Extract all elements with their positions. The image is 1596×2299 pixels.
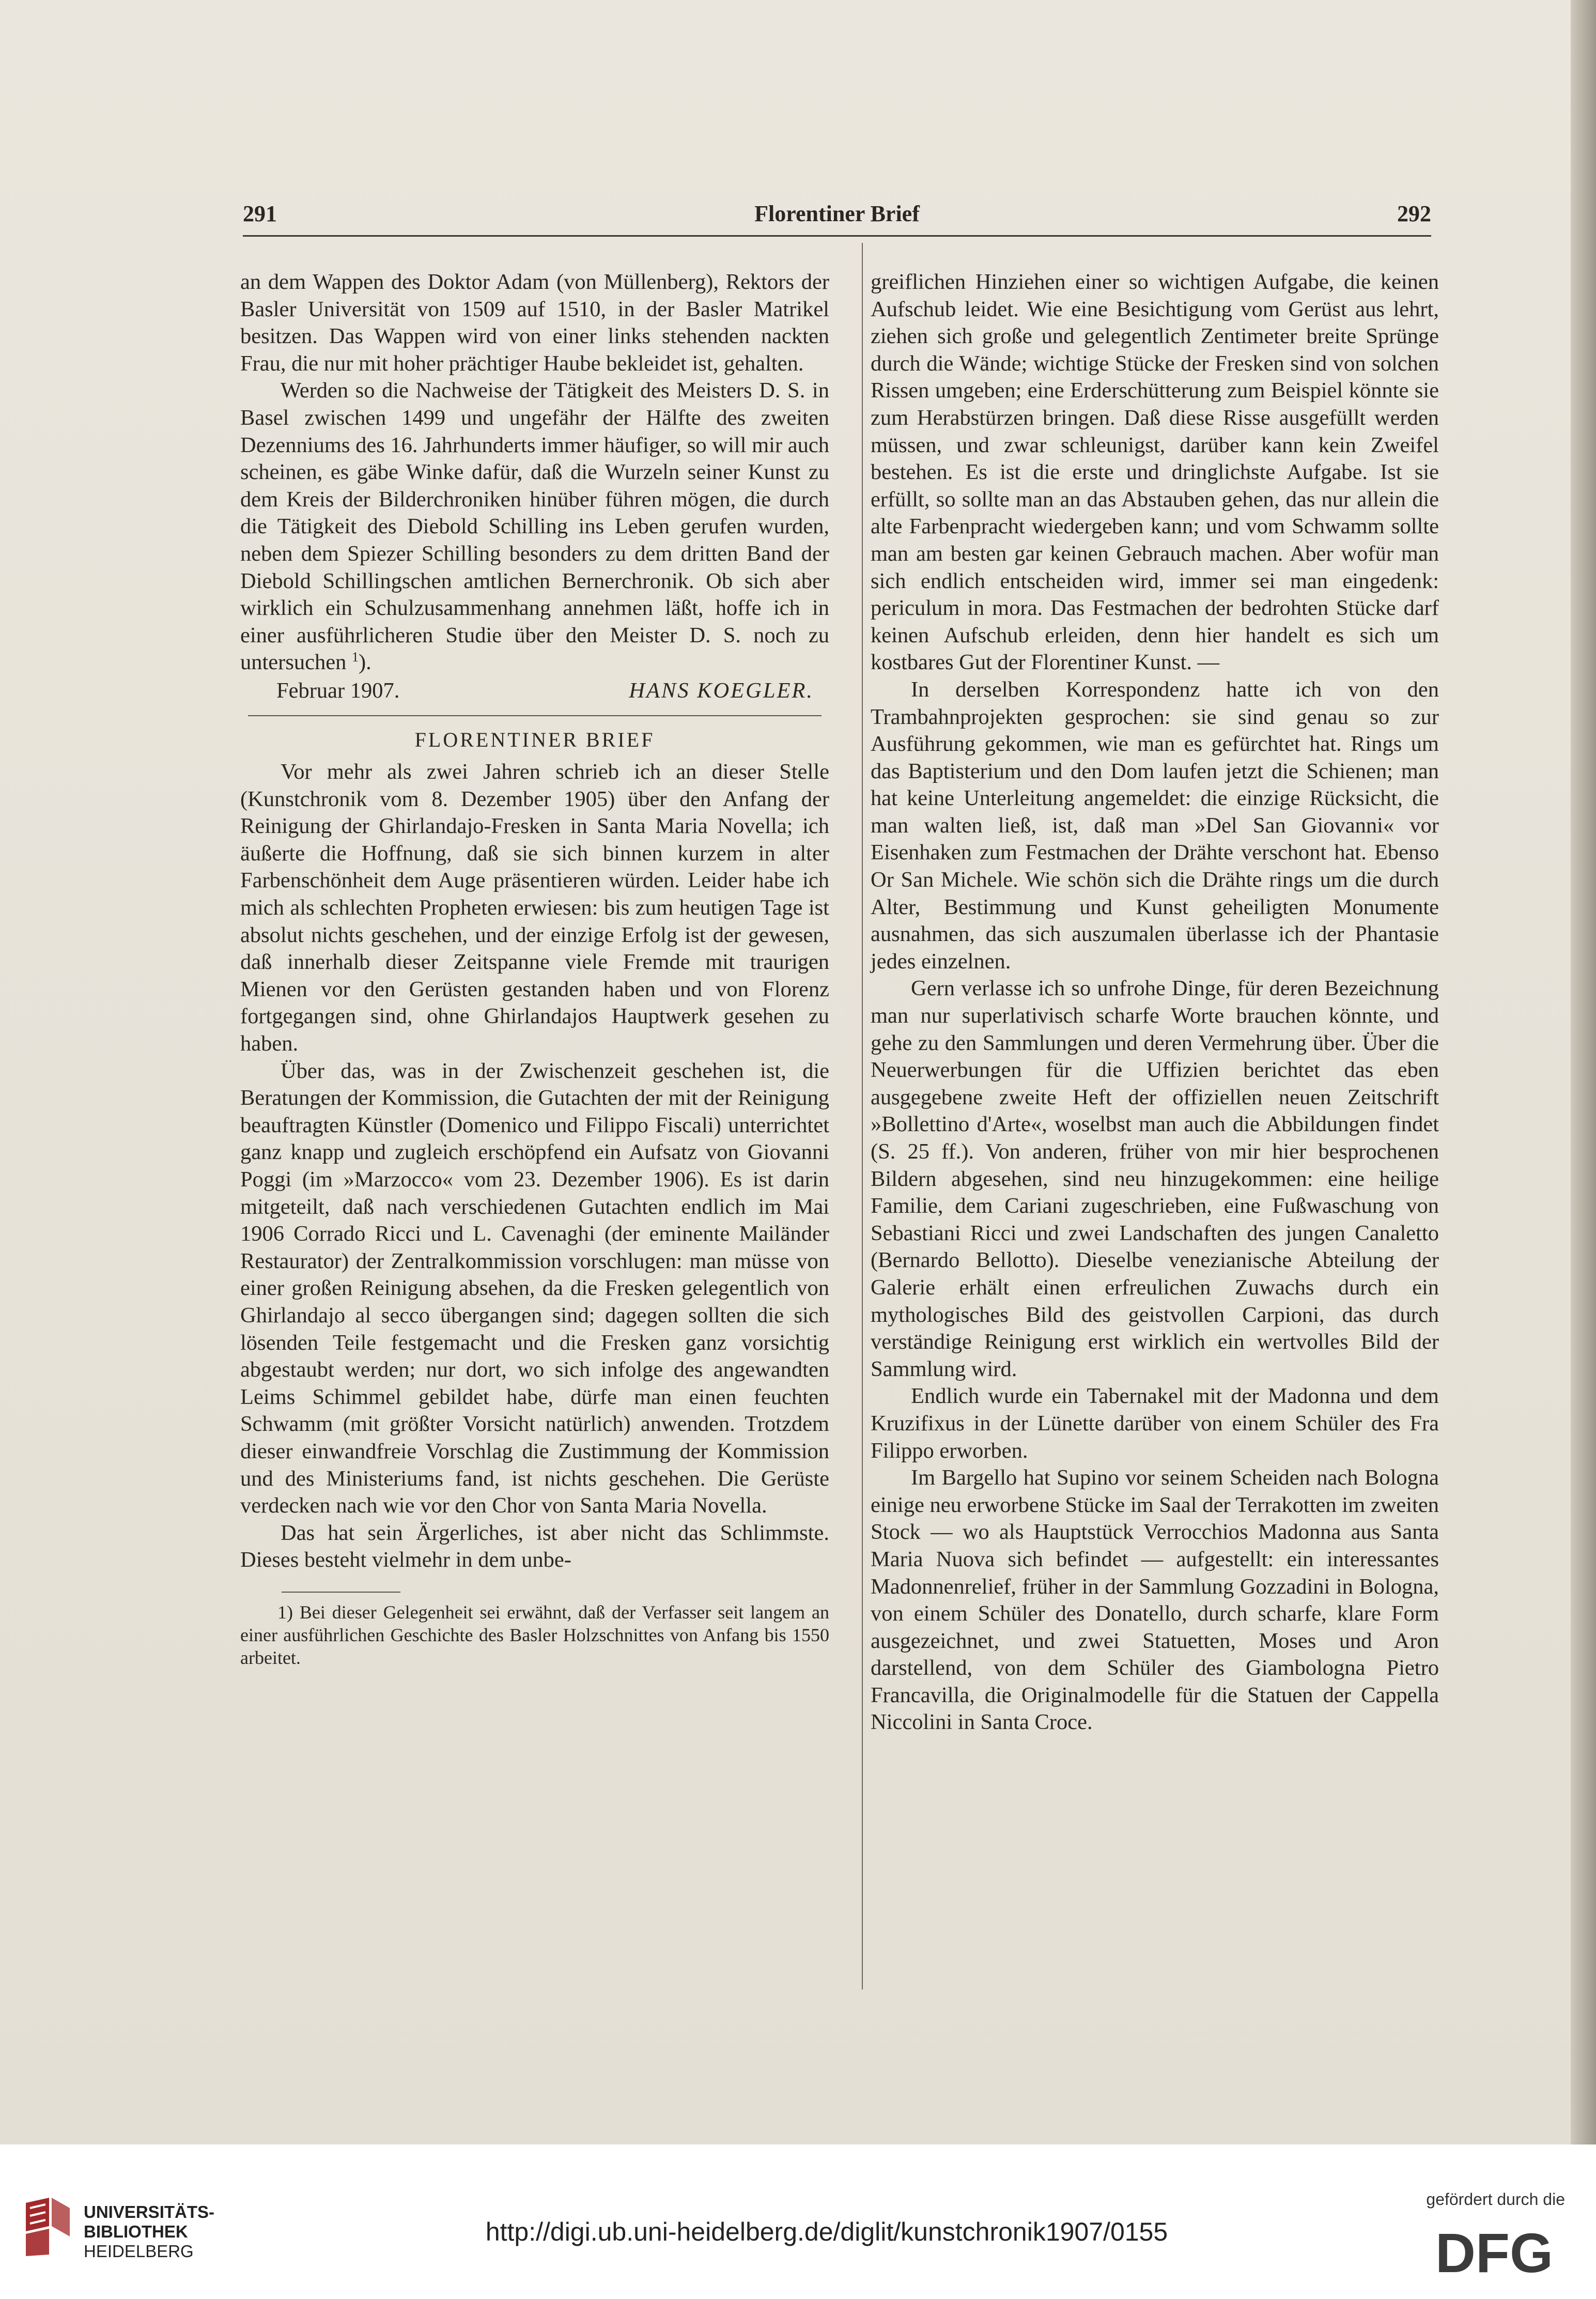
paragraph: an dem Wappen des Doktor Adam (von Müllenberg), Rektors der Basler Universität von 1509 auf 1510, in der Basler Matrikel besitzen. Das Wappen wird von einer links stehenden nackten Frau, die nur mit hoher prächtiger Haube bekleidet ist, gehalten. [240,270,829,376]
column-divider [862,243,863,1989]
footnote-text: 1) Bei dieser Gelegenheit sei erwähnt, daß der Verfasser seit langem an einer ausführlichen Geschichte des Basler Holzschnittes von Anfang bis 1550 arbeitet. [240,1601,829,1668]
running-title: Florentiner Brief [754,201,920,226]
section-rule [248,715,822,716]
paragraph: Über das, was in der Zwischenzeit geschehen ist, die Beratungen der Kommission, die Gutachten der mit der Reinigung beauftragten Künstler (Domenico und Filippo Fiscali) unterrichtet ganz knapp und zugleich erschöpfend ein Aufsatz von Giovanni Poggi (im »Marzocco« vom 23. Dezember 1906). Es ist darin mitgeteilt, daß nach verschiedenen Gutachten endlich im Mai 1906 Corrado Ricci und L. Cavenaghi (der eminente Mailänder Restaurator) der Zentralkommission vorschlugen: man müsse von einer großen Reinigung absehen, da die Fresken gelegentlich von Ghirlandajo al secco übergangen sind; dagegen sollten die sich lösenden Teile festgemacht und die Fresken ganz vorsichtig abgestaubt werden; nur dort, wo sich infolge des angewandten Leims Schimmel gebildet habe, dürfe man einen feuchten Schwamm (mit größter Vorsicht natürlich) anwenden. Trotzdem dieser einwandfreie Vorschlag die Zustimmung der Kommission und des Ministeriums fand, ist nichts geschehen. Die Gerüste verdecken nach wie vor den Chor von Santa Maria Novella. [240,1058,829,1518]
source-url-link[interactable]: http://digi.ub.uni-heidelberg.de/diglit/kunstchronik1907/0155 [485,2217,1168,2246]
footnote-mark: 1 [351,650,359,665]
right-column [871,269,1439,1736]
page-number-left: 291 [243,201,277,226]
left-column [240,269,829,1669]
article-date: Februar 1907. [276,678,400,703]
signature-line [240,677,829,705]
footnote-rule [282,1592,400,1593]
paragraph: Das hat sein Ärgerliches, ist aber nicht das Schlimmste. Dieses besteht vielmehr in dem unbe- [240,1520,829,1572]
page-header [243,200,1431,232]
paragraph: Endlich wurde ein Tabernakel mit der Madonna und dem Kruzifixus in der Lünette darüber von einem Schüler des Fra Filippo erworben. [871,1384,1439,1463]
footnote [240,1601,829,1669]
university-library-logo-icon [21,2195,72,2257]
page-number-right: 292 [1397,201,1431,226]
paragraph: Im Bargello hat Supino vor seinem Scheiden nach Bologna einige neu erworbene Stücke im Saal der Terrakotten im zweiten Stock — wo als Hauptstück Verrocchios Madonna aus Santa Maria Nuova sich befindet — aufgestellt: ein interessantes Madonnenrelief, früher in der Sammlung Gozzadini in Bologna, von einem Schüler des Donatello, durch scharfe, klare Form ausgezeichnet, und zwei Statuetten, Moses und Aron darstellend, von dem Schüler des Giambologna Pietro Francavilla, die Originalmodelle für die Statuen der Cappella Niccolini in Santa Croce. [871,1465,1439,1735]
section-title: FLORENTINER BRIEF [414,728,655,751]
page-edge-shadow [1571,0,1596,2144]
library-name: UNIVERSITÄTS- BIBLIOTHEK HEIDELBERG [84,2202,215,2261]
header-rule [243,235,1431,237]
funding-note: gefördert durch die [1426,2190,1565,2209]
paragraph: In derselben Korrespondenz hatte ich von den Trambahnprojekten gesprochen: sie sind genau so zur Ausführung gekommen, wie man es gefürchtet hat. Rings um das Baptisterium und den Dom laufen jetzt die Schienen; man hat keine Unterleitung angemeldet: die einzige Rücksicht, die man walten ließ, ist, daß man »Del San Giovanni« vor Eisenhaken zum Festmachen der Drähte verschont hat. Ebenso Or San Michele. Wie schön sich die Drähte rings um die durch Alter, Bestimmung und Kunst geheiligten Monumente ausnahmen, das sich auszumalen überlasse ich der Phantasie jedes einzelnen. [871,677,1439,974]
article-author: HANS KOEGLER. [629,678,814,703]
paragraph: Vor mehr als zwei Jahren schrieb ich an dieser Stelle (Kunstchronik vom 8. Dezember 1905) über den Anfang der Reinigung der Ghirlandajo-Fresken in Santa Maria Novella; ich äußerte die Hoffnung, daß sie sich binnen kurzem in alter Farbenschönheit dem Auge präsentieren würden. Leider habe ich mich als schlechten Propheten erwiesen: bis zum heutigen Tage ist absolut nichts geschehen, und der einzige Erfolg ist der gewesen, daß innerhalb dieser Zeitspanne viele Fremde mit traurigen Mienen vor den Gerüsten gestanden haben und von Florenz fortgegangen sind, ohne Ghirlandajos Hauptwerk gesehen zu haben. [240,760,829,1056]
paragraph: Gern verlasse ich so unfrohe Dinge, für deren Bezeichnung man nur superlativisch scharfe Worte brauchen könnte, und gehe zu den Sammlungen und deren Vermehrung über. Über die Neuerwerbungen für die Uffizien berichtet das eben ausgegebene zweite Heft der offiziellen neuen Zeitschrift »Bollettino d'Arte«, woselbst man auch die Abbildungen findet (S. 25 ff.). Von anderen, früher von mir hier besprochenen Bildern abgesehen, sind neu hinzugekommen: eine heilige Familie, dem Cariani zugeschrieben, eine Fußwaschung von Sebastiani Ricci und zwei Landschaften des jungen Canaletto (Bernardo Bellotto). Dieselbe venezianische Abteilung der Galerie erhält einen erfreulichen Zuwachs durch ein mythologisches Bild des geistvollen Carpioni, das durch verständige Reinigung erst wirklich ein wertvolles Bild der Sammlung wird. [871,976,1439,1381]
paragraph: Werden so die Nachweise der Tätigkeit des Meisters D. S. in Basel zwischen 1499 und ungefähr der Hälfte des zweiten Dezenniums des 16. Jahrhunderts immer häufiger, so will mir auch scheinen, es gäbe Winke dafür, daß die Wurzeln seiner Kunst zu dem Kreis der Bilderchroniken hinüber führen mögen, die durch die Tätigkeit des Diebold Schilling ins Leben gerufen wurden, neben dem Spiezer Schilling besonders zu dem dritten Band der Diebold Schillingschen amtlichen Bernerchronik. Ob sich aber wirklich ein Schulzusammenhang annehmen läßt, hoffe ich in einer ausführlicheren Studie über den Meister D. S. noch zu untersuchen $^1$). [240,378,829,675]
dfg-logo-text: DFG [1435,2225,1553,2281]
paragraph: greiflichen Hinziehen einer so wichtigen Aufgabe, die keinen Aufschub leidet. Wie eine Besichtigung vom Gerüst aus lehrt, ziehen sich große und gelegentlich Zentimeter breite Sprünge durch die Wände; wichtige Stücke der Fresken sind von solchen Rissen umgeben; eine Erderschütterung zum Beispiel könnte sie zum Herabstürzen bringen. Daß diese Risse ausgefüllt werden müssen, und zwar schleunigst, darüber kann kein Zweifel bestehen. Es ist die erste und dringlichste Aufgabe. Ist sie erfüllt, so sollte man an das Abstauben gehen, das nur allein die alte Farbenpracht wiedergeben kann; und vom Schwamm sollte man am besten gar keinen Gebrauch machen. Aber wofür man sich endlich entscheiden wird, immer sei man eingedenk: periculum in mora. Das Festmachen der bedrohten Stücke darf keinen Aufschub erleiden, denn hier handelt es sich um kostbares Gut der Florentiner Kunst. — [871,270,1439,675]
dfg-logo-icon [1417,2225,1572,2281]
